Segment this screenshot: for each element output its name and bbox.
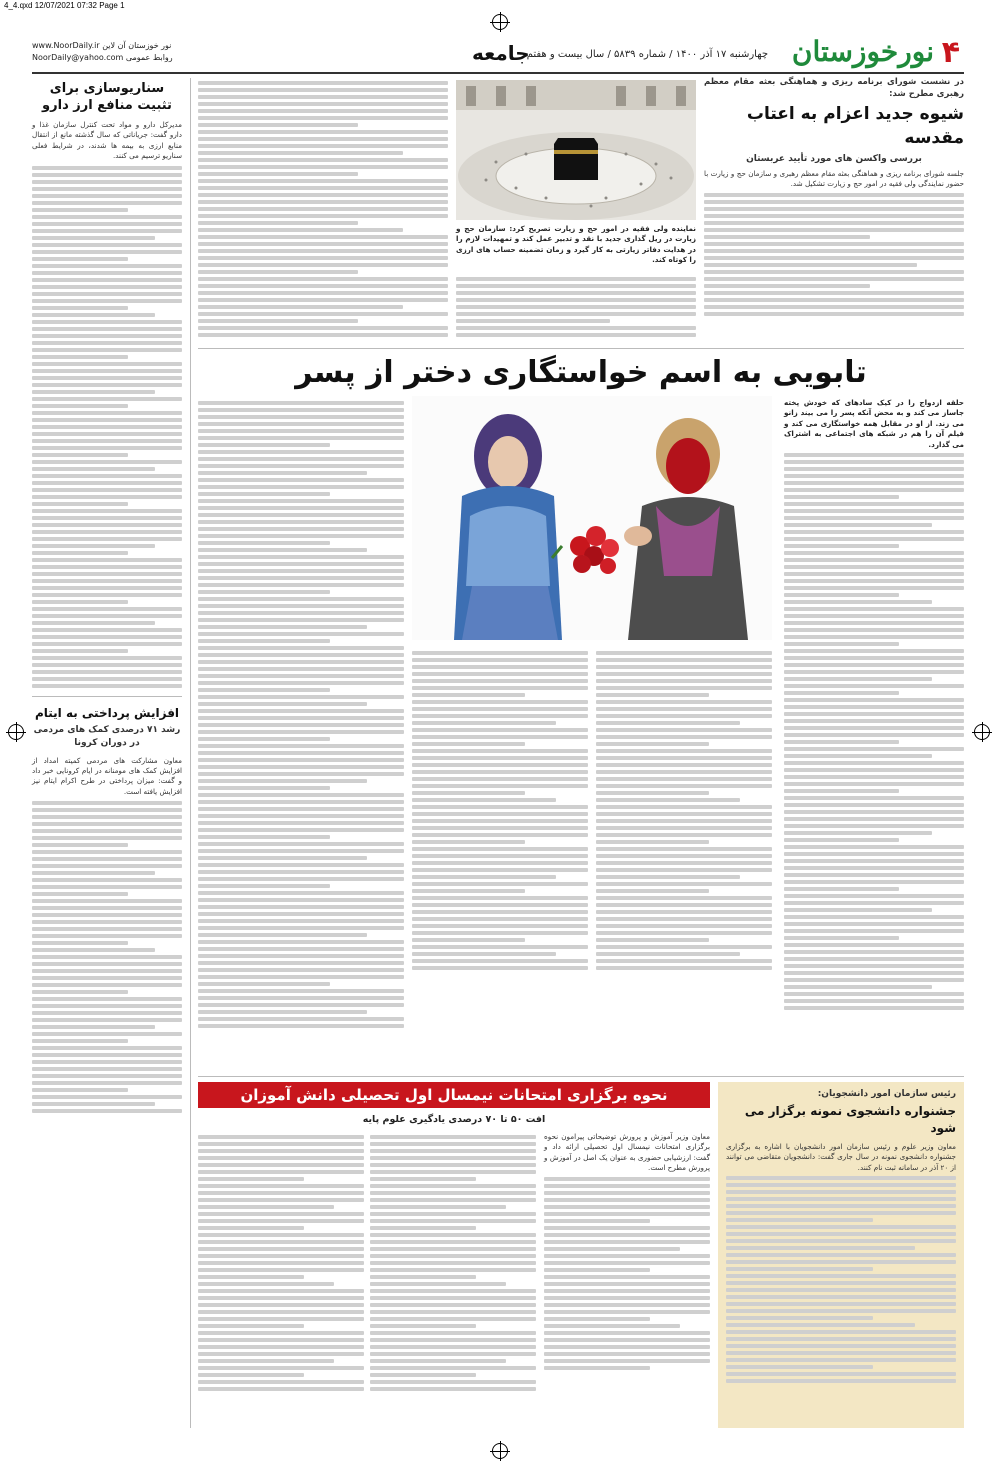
file-info: 4_4.qxd 12/07/2021 07:32 Page 1	[4, 1, 125, 10]
university-body	[726, 1176, 956, 1383]
sidebar-article1-body	[32, 166, 182, 688]
sidebar-article1-lead: مدیرکل دارو و مواد تحت کنترل سازمان غذا و دارو گفت: جریاناتی که سال گذشته مانع از انتقال منابع ارزی به بیمه ها شدند، در شرایط فعلی سناریو ترسیم می کنند.	[32, 120, 182, 161]
bottom-section-rule	[198, 1076, 964, 1077]
sidebar-article2-title: افزایش پرداختی به ایتام	[34, 705, 180, 720]
hajj-text-column	[704, 76, 964, 344]
sidebar-article2-body	[32, 801, 182, 1113]
hajj-lead: جلسه شورای برنامه ریزی و هماهنگی بعثه مقام معظم رهبری و سازمان حج و زیارت با حضور نمایندگی ولی فقیه در امور حج و زیارت تشکیل شد.	[704, 169, 964, 189]
article-hajj	[198, 76, 964, 346]
sidebar-article1-title: سناریوسازی برای تثبیت منافع ارز دارو	[42, 81, 172, 113]
hajj-photo-caption: نماینده ولی فقیه در امور حج و زیارت تصریح کرد: سازمان حج و زیارت در ریل گذاری جدید با نقد و تدبیر عمل کند و تمهیدات لازم را در هدایت دفاتر زیارتی به کار گیرد و زمان تضمینه حساب های ارزی را کوتاه کند.	[456, 224, 696, 265]
exams-lead: معاون وزیر آموزش و پرورش توضیحاتی پیرامون نحوه برگزاری امتحانات نیمسال اول تحصیلی ارائه داد و گفت: ارزشیابی حضوری به عنوان یک اصل در آموزش و پرورش مطرح است.	[544, 1132, 710, 1173]
sidebar-article2-subtitle: رشد ۷۱ درصدی کمک های مردمی در دوران کرونا	[33, 724, 181, 748]
site-line-2: روابط عمومی NoorDaily@yahoo.com	[32, 53, 173, 62]
article-exams	[198, 1082, 710, 1428]
hajj-body-column-3	[198, 78, 448, 340]
sidebar-divider	[32, 696, 182, 697]
site-line-1: نور خوزستان آن لاین www.NoorDaily.ir	[32, 41, 172, 50]
hajj-body	[704, 193, 964, 316]
feature-col-left-top	[198, 398, 404, 1031]
sidebar-rule	[190, 78, 191, 1428]
kaaba-illustration	[456, 80, 696, 220]
feature-photo	[412, 396, 772, 640]
masthead	[32, 36, 964, 70]
date-line: چهارشنبه ۱۷ آذر ۱۴۰۰ / شماره ۵۸۳۹ / سال بیست و هفتم	[526, 49, 768, 60]
feature-col1-body	[784, 453, 964, 1010]
kaaba-photo	[456, 80, 696, 220]
university-headline: جشنواره دانشجوی نمونه برگزار می شود	[744, 1104, 956, 1135]
university-kicker: رئیس سازمان امور دانشجویان:	[817, 1089, 956, 1099]
registration-mark-right	[974, 724, 990, 740]
page-number: ۴	[941, 35, 960, 70]
hajj-subhead: بررسی واکسن های مورد تأیید عربستان	[746, 154, 922, 164]
section-title: جامعه	[472, 41, 530, 65]
proposal-illustration	[412, 396, 772, 640]
hajj-bottom-rule	[198, 348, 964, 349]
exams-col-right	[544, 1132, 710, 1373]
newspaper-logo: نورخوزستان	[791, 35, 934, 68]
feature-opening: حلقه ازدواج را در کیک سادهای که خودش پخته جاساز می کند و به محض آنکه پسر را می بیند زانو می زند. از او در مقابل همه خواستگاری می کند و فیلم آن را هم در شبکه های اجتماعی به اشتراک می گذارد.	[784, 398, 964, 449]
hajj-kicker: در نشست شورای برنامه ریزی و هماهنگی بعثه مقام معظم رهبری مطرح شد:	[704, 77, 964, 99]
feature-col-center-left	[412, 648, 588, 973]
sidebar-article2-lead: معاون مشارکت های مردمی کمیته امداد از افزایش کمک های مومنانه در ایام کرونایی خبر داد و گفت: میزان پرداختی در طرح اکرام ایتام نیز افزایش یافته است.	[32, 755, 182, 796]
exams-col-middle	[370, 1132, 536, 1394]
registration-mark-left	[8, 724, 24, 740]
hajj-body-continued	[456, 274, 696, 340]
box-university	[718, 1082, 964, 1428]
exams-subhead: افت ۵۰ تا ۷۰ درصدی یادگیری علوم پایه	[362, 1114, 546, 1125]
university-lead: معاون وزیر علوم و رئیس سازمان امور دانشجویان با اشاره به برگزاری جشنواره دانشجوی نمونه در سال جاری گفت: دانشجویان متقاضی می توانند از ۲۰ آذر در سامانه ثبت نام کنند.	[726, 1142, 956, 1172]
registration-mark-top	[492, 14, 508, 30]
hajj-headline: شیوه جدید اعزام به اعتاب مقدسه	[746, 104, 964, 148]
registration-mark-bottom	[492, 1443, 508, 1459]
feature-headline: تابویی به اسم خواستگاری دختر از پسر	[295, 355, 867, 390]
feature-col-center-right	[596, 648, 772, 973]
exams-col-left	[198, 1132, 364, 1394]
exams-col1-body	[544, 1177, 710, 1370]
sidebar	[32, 78, 182, 1428]
masthead-rule	[32, 72, 964, 74]
exams-headline: نحوه برگزاری امتحانات نیمسال اول تحصیلی دانش آموزان	[198, 1082, 710, 1108]
print-slug	[0, 0, 1000, 12]
